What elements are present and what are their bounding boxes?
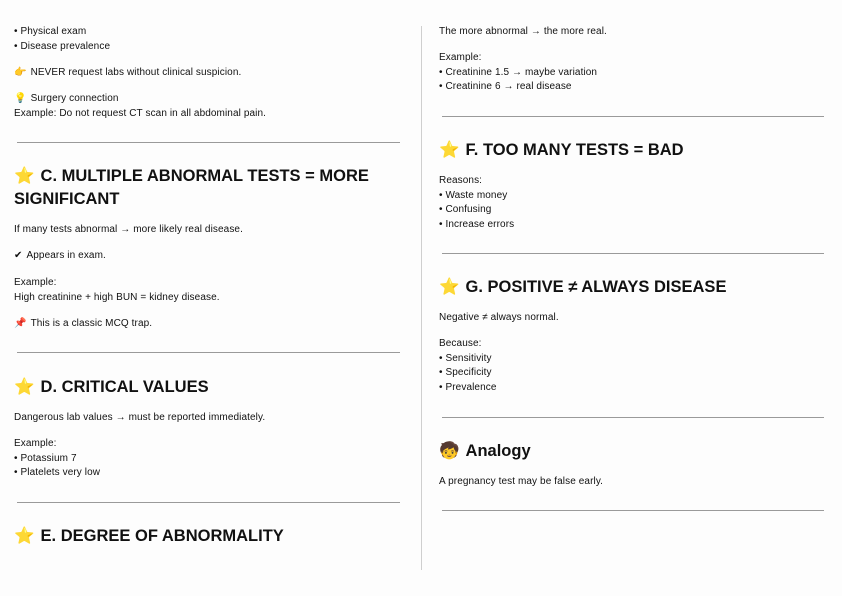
section-f-heading: ⭐ F. TOO MANY TESTS = BAD bbox=[439, 139, 684, 162]
section-c-example bbox=[14, 276, 402, 305]
section-g-line: Negative ≠ always normal. bbox=[439, 312, 559, 323]
section-divider bbox=[442, 510, 824, 511]
section-divider bbox=[442, 417, 824, 418]
intro-bullets bbox=[14, 25, 402, 54]
bullet-prevalence: • Prevalence bbox=[439, 381, 497, 393]
bullet-disease-prevalence: • Disease prevalence bbox=[14, 40, 111, 52]
bullet-creatinine-6: • Creatinine 6 → real disease bbox=[439, 81, 572, 93]
section-divider bbox=[17, 502, 400, 503]
exam-note: ✔ Appears in exam. bbox=[14, 249, 402, 264]
example-label: Example: bbox=[439, 52, 482, 63]
star-icon: ⭐ bbox=[14, 527, 35, 545]
section-divider bbox=[17, 352, 400, 353]
bullet-waste-money: • Waste money bbox=[439, 189, 508, 201]
section-d-example bbox=[14, 437, 402, 481]
bullet-potassium: • Potassium 7 bbox=[14, 452, 77, 464]
analogy-heading: 🧒 Analogy bbox=[439, 440, 531, 463]
warning-line: 👉 NEVER request labs without clinical suspicion. bbox=[14, 66, 402, 81]
section-d-heading: ⭐ D. CRITICAL VALUES bbox=[14, 376, 209, 399]
section-d-line: Dangerous lab values → must be reported immediately. bbox=[14, 412, 266, 423]
analogy-line: A pregnancy test may be false early. bbox=[439, 476, 604, 487]
bullet-creatinine-1-5: • Creatinine 1.5 → maybe variation bbox=[439, 66, 598, 78]
intro-line: The more abnormal → the more real. bbox=[439, 26, 607, 37]
example-label: Example: bbox=[14, 438, 57, 449]
section-e-heading: ⭐ E. DEGREE OF ABNORMALITY bbox=[14, 525, 284, 548]
check-mark-icon: ✔ bbox=[14, 250, 23, 261]
star-icon: ⭐ bbox=[439, 278, 460, 296]
example-text: High creatinine + high BUN = kidney disease. bbox=[14, 291, 220, 303]
star-icon: ⭐ bbox=[439, 141, 460, 159]
section-divider bbox=[442, 116, 824, 117]
example-label: Example: bbox=[14, 277, 57, 288]
bullet-physical-exam: • Physical exam bbox=[14, 26, 87, 37]
bullet-platelets: • Platelets very low bbox=[14, 467, 101, 479]
star-icon: ⭐ bbox=[14, 167, 35, 185]
bullet-sensitivity: • Sensitivity bbox=[439, 352, 492, 364]
trap-note: 📌 This is a classic MCQ trap. bbox=[14, 317, 402, 332]
section-divider bbox=[17, 142, 400, 143]
section-c-heading: ⭐ C. MULTIPLE ABNORMAL TESTS = MORE SIGNIFICANT bbox=[14, 167, 369, 208]
child-icon: 🧒 bbox=[439, 442, 460, 460]
section-f-reasons bbox=[439, 174, 825, 232]
because-label: Because: bbox=[439, 338, 482, 349]
pointing-hand-icon: 👉 bbox=[14, 67, 27, 78]
surgery-connection-label: Surgery connection bbox=[30, 93, 119, 104]
column-divider bbox=[421, 26, 422, 570]
bullet-specificity: • Specificity bbox=[439, 367, 492, 379]
lightbulb-icon: 💡 bbox=[14, 93, 27, 104]
bullet-confusing: • Confusing bbox=[439, 204, 492, 216]
star-icon: ⭐ bbox=[14, 378, 35, 396]
surgery-connection bbox=[14, 92, 402, 121]
section-divider bbox=[442, 253, 824, 254]
surgery-example: Example: Do not request CT scan in all abdominal pain. bbox=[14, 107, 267, 119]
bullet-increase-errors: • Increase errors bbox=[439, 218, 515, 230]
intro-example bbox=[439, 51, 825, 95]
pushpin-icon: 📌 bbox=[14, 318, 27, 329]
section-c-line: If many tests abnormal → more likely real disease. bbox=[14, 224, 243, 235]
reasons-label: Reasons: bbox=[439, 175, 483, 186]
section-g-because bbox=[439, 337, 825, 395]
section-g-heading: ⭐ G. POSITIVE ≠ ALWAYS DISEASE bbox=[439, 276, 726, 299]
